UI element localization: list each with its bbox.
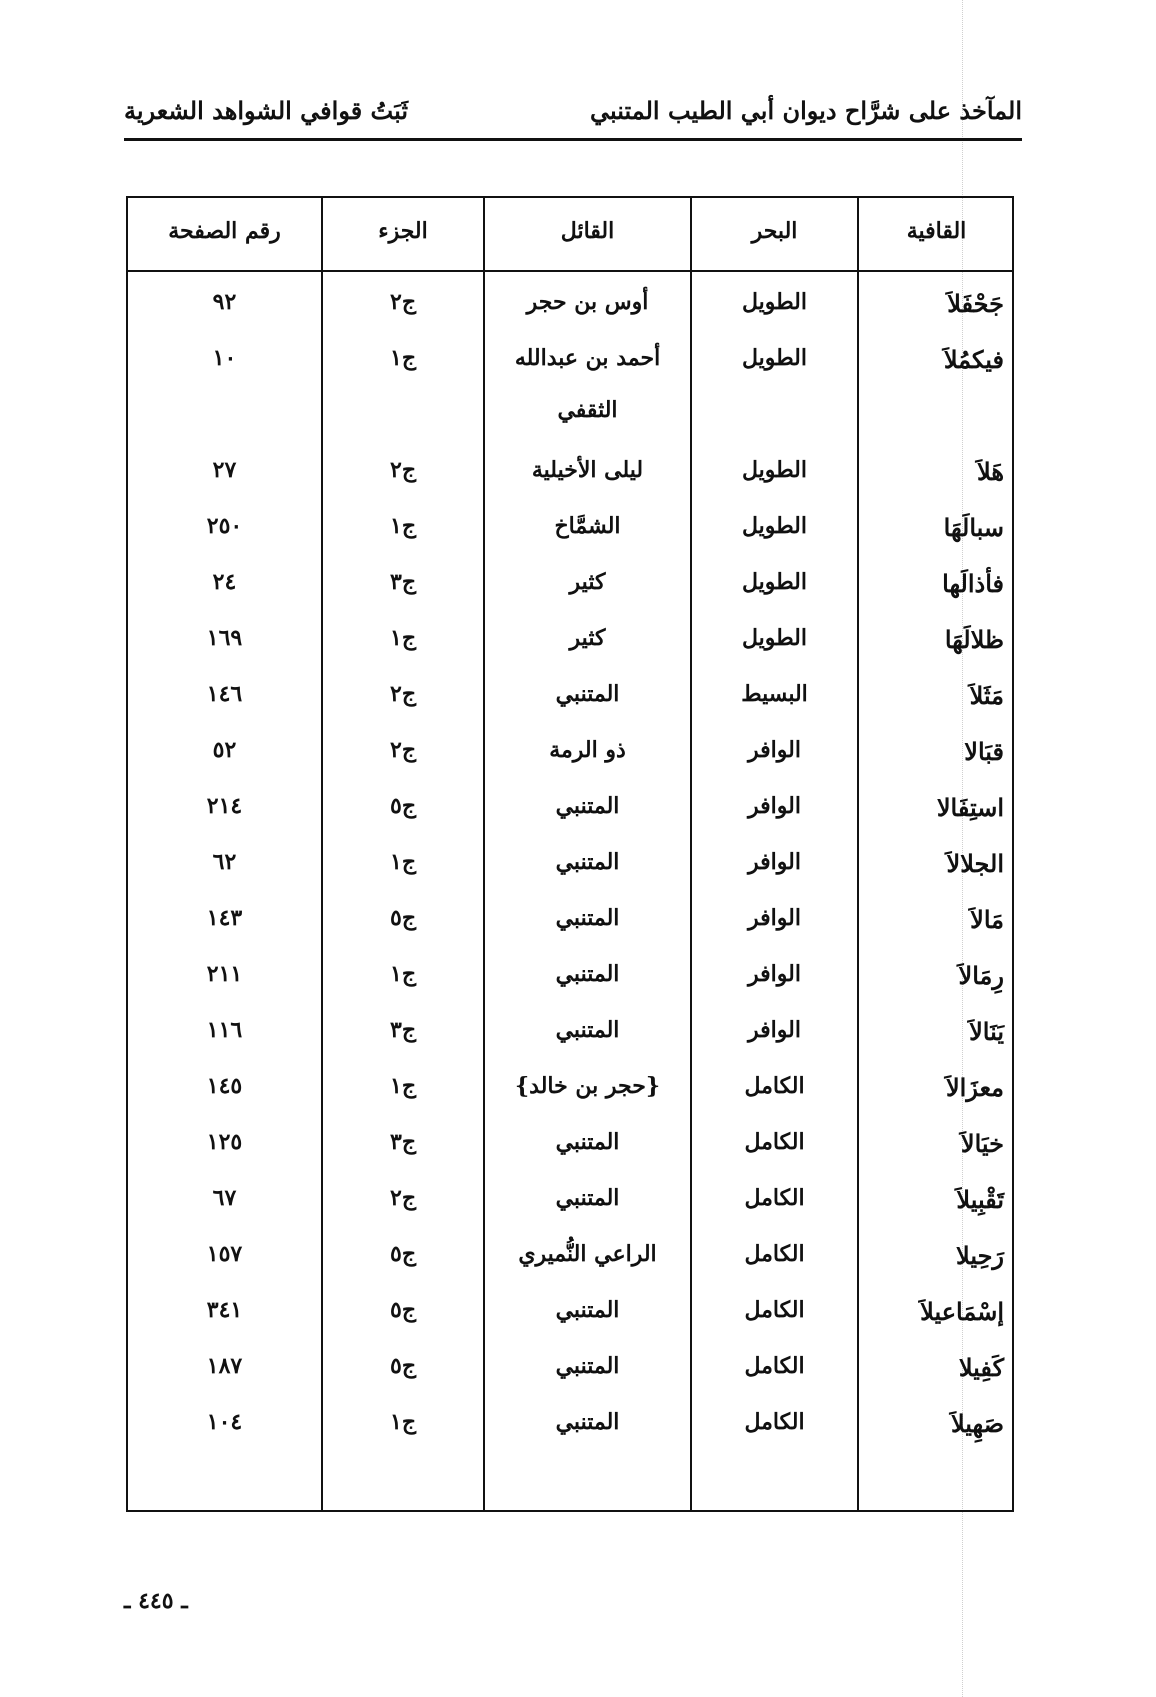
cell-qaail: المتنبي (555, 849, 620, 875)
cell-qaail: أحمد بن عبدالله (514, 345, 661, 371)
cell-qafia: مَثَلاَ (969, 681, 1004, 710)
cell-juz: ج١ (389, 849, 417, 875)
cell-qafia: فأذالَها (942, 569, 1004, 598)
cell-bahr: البسيط (741, 681, 808, 707)
cell-qafia: جَحْفَلاَ (947, 289, 1004, 318)
cell-qaail: ليلى الأخيلية (531, 457, 644, 483)
section-title: ثَبَتُ قوافي الشواهد الشعرية (124, 96, 409, 125)
page-header (124, 86, 1022, 141)
cell-qaail: ذو الرمة (549, 737, 626, 763)
cell-page: ١٨٧ (206, 1353, 243, 1379)
table-row (128, 1401, 1012, 1457)
cell-page: ٢١١ (206, 961, 243, 987)
cell-juz: ج٥ (389, 1241, 417, 1267)
table-row (128, 729, 1012, 785)
cell-page: ١٤٦ (206, 681, 243, 707)
cell-bahr: الوافر (748, 905, 801, 931)
cell-qaail: المتنبي (555, 1017, 620, 1043)
cell-qafia: صَهِيلاَ (950, 1409, 1004, 1438)
cell-bahr: الكامل (744, 1297, 805, 1323)
page-number: ـ ٤٤٥ ـ (124, 1588, 188, 1614)
table-row (128, 785, 1012, 841)
cell-qaail: المتنبي (555, 1185, 620, 1211)
cell-bahr: الطويل (741, 289, 807, 315)
cell-juz: ج٢ (389, 457, 417, 483)
cell-bahr: الوافر (748, 737, 801, 763)
cell-qafia: تَقْبِيلاَ (956, 1185, 1004, 1214)
cell-juz: ج١ (389, 961, 417, 987)
cell-qafia: يَنَالاَ (969, 1017, 1004, 1046)
table-row (128, 1177, 1012, 1233)
cell-juz: ج٣ (389, 1017, 417, 1043)
table-header (128, 198, 1012, 272)
cell-qafia: خيَالاَ (960, 1129, 1004, 1158)
table-row (128, 281, 1012, 337)
cell-bahr: الطويل (741, 569, 807, 595)
cell-juz: ج٣ (389, 1129, 417, 1155)
rhymes-table (126, 196, 1014, 1512)
cell-bahr: الكامل (744, 1353, 805, 1379)
cell-qaail: المتنبي (555, 1409, 620, 1435)
cell-page: ١٦٩ (206, 625, 243, 651)
cell-juz: ج٢ (389, 1185, 417, 1211)
cell-qafia: هَلاَ (977, 457, 1004, 486)
header-juz: الجزء (378, 218, 428, 244)
cell-qafia: قبَالا (964, 737, 1004, 766)
table-row (128, 617, 1012, 673)
cell-juz: ج٢ (389, 737, 417, 763)
cell-juz: ج١ (389, 1409, 417, 1435)
cell-bahr: الكامل (744, 1073, 805, 1099)
cell-qafia: مَالاَ (970, 905, 1004, 934)
cell-page: ٥٢ (212, 737, 237, 763)
cell-bahr: الوافر (748, 961, 801, 987)
table-row (128, 1065, 1012, 1121)
cell-qaail: المتنبي (555, 1297, 620, 1323)
cell-juz: ج٣ (389, 569, 417, 595)
cell-qafia: معزَالاَ (945, 1073, 1004, 1102)
cell-qaail: المتنبي (555, 905, 620, 931)
cell-bahr: الطويل (741, 513, 807, 539)
table-row (128, 1233, 1012, 1289)
table-row (128, 505, 1012, 561)
cell-bahr: الكامل (744, 1409, 805, 1435)
cell-bahr: الوافر (748, 793, 801, 819)
cell-qafia: فيكمُلاَ (943, 345, 1004, 374)
cell-bahr: الطويل (741, 457, 807, 483)
cell-juz: ج٥ (389, 1353, 417, 1379)
cell-page: ١٢٥ (206, 1129, 243, 1155)
table-row (128, 1121, 1012, 1177)
cell-qafia: سبالَهَا (943, 513, 1004, 542)
cell-page: ٢٤ (212, 569, 237, 595)
cell-qaail: المتنبي (555, 961, 620, 987)
cell-bahr: الطويل (741, 625, 807, 651)
cell-qafia: إسْمَاعيلاَ (920, 1297, 1004, 1326)
cell-juz: ج١ (389, 625, 417, 651)
cell-page: ٦٧ (212, 1185, 237, 1211)
table-row (128, 1289, 1012, 1345)
cell-bahr: الوافر (748, 1017, 801, 1043)
cell-juz: ج٥ (389, 793, 417, 819)
cell-page: ١١٦ (206, 1017, 243, 1043)
table-row (128, 841, 1012, 897)
cell-page: ٢٥٠ (206, 513, 243, 539)
cell-qafia: ظلالَهَا (944, 625, 1004, 654)
cell-qafia: رَحِيلا (956, 1241, 1004, 1270)
cell-bahr: الطويل (741, 345, 807, 371)
cell-page: ١٠٤ (206, 1409, 243, 1435)
book-title: المآخذ على شرَّاح ديوان أبي الطيب المتنبي (590, 96, 1022, 125)
header-qafia: القافية (906, 218, 967, 244)
cell-page: ١٤٣ (206, 905, 243, 931)
table-row (128, 561, 1012, 617)
table-row (128, 449, 1012, 505)
cell-juz: ج١ (389, 345, 417, 371)
cell-qaail: أوس بن حجر (526, 289, 649, 315)
cell-juz: ج٢ (389, 289, 417, 315)
cell-page: ١٥٧ (206, 1241, 243, 1267)
cell-qaail: المتنبي (555, 793, 620, 819)
cell-qaail: المتنبي (555, 1129, 620, 1155)
cell-page: ٦٢ (212, 849, 237, 875)
cell-page: ٩٢ (212, 289, 237, 315)
table-row (128, 897, 1012, 953)
table-row (128, 953, 1012, 1009)
cell-qaail: الشمَّاخ (554, 513, 621, 539)
cell-page: ٢١٤ (206, 793, 243, 819)
table-row (128, 1009, 1012, 1065)
header-page: رقم الصفحة (168, 218, 281, 244)
cell-qafia: رِمَالاَ (958, 961, 1004, 990)
cell-qaail: {حجر بن خالد} (515, 1073, 660, 1099)
cell-page: ٢٧ (212, 457, 237, 483)
cell-juz: ج٥ (389, 905, 417, 931)
cell-juz: ج٥ (389, 1297, 417, 1323)
cell-page: ٣٤١ (206, 1297, 243, 1323)
cell-qaail-line2: الثقفي (557, 397, 618, 423)
header-qaail: القائل (560, 218, 615, 244)
cell-qafia: الجلالاَ (946, 849, 1004, 878)
cell-qafia: كَفِيلا (958, 1353, 1004, 1382)
cell-qaail: كثير (569, 569, 606, 595)
cell-qaail: الراعي النُّميري (518, 1241, 657, 1267)
cell-page: ١٤٥ (206, 1073, 243, 1099)
cell-qaail: المتنبي (555, 681, 620, 707)
cell-page: ١٠ (212, 345, 237, 371)
cell-juz: ج٢ (389, 681, 417, 707)
cell-juz: ج١ (389, 1073, 417, 1099)
table-row (128, 337, 1012, 423)
header-bahr: البحر (751, 218, 798, 244)
cell-juz: ج١ (389, 513, 417, 539)
cell-bahr: الكامل (744, 1129, 805, 1155)
cell-bahr: الوافر (748, 849, 801, 875)
cell-qaail: المتنبي (555, 1353, 620, 1379)
table-row (128, 673, 1012, 729)
cell-qafia: استِفَالا (936, 793, 1004, 822)
table-row (128, 1345, 1012, 1401)
cell-qaail: كثير (569, 625, 606, 651)
cell-bahr: الكامل (744, 1185, 805, 1211)
cell-bahr: الكامل (744, 1241, 805, 1267)
